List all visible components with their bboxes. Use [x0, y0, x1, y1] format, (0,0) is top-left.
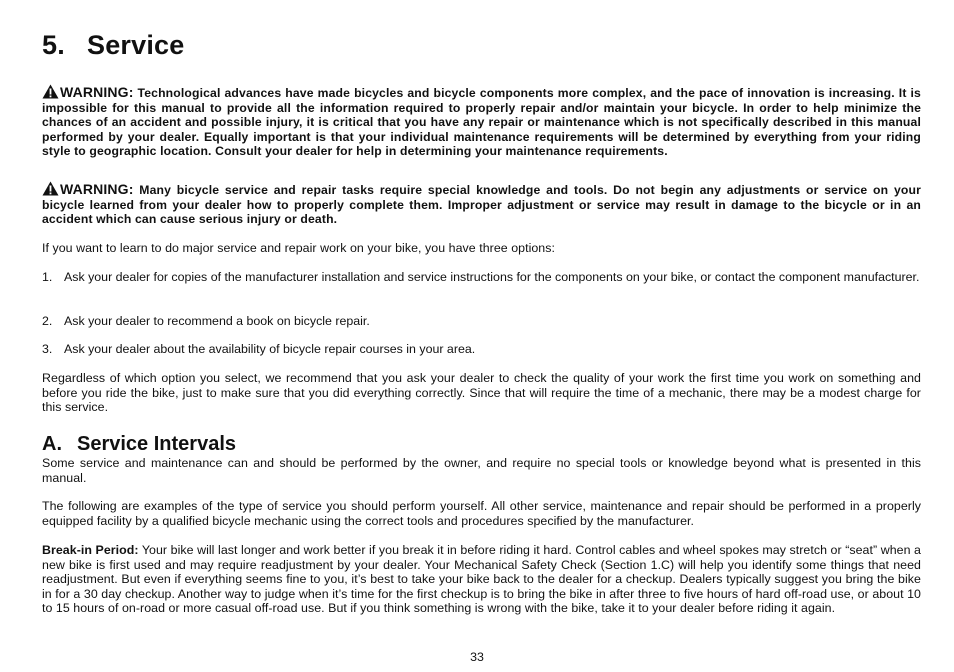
section-title-text: Service: [87, 30, 185, 60]
subsection-letter: A.: [42, 433, 62, 455]
intro-paragraph: If you want to learn to do major service and repair work on your bike, you have three options:: [42, 241, 555, 255]
warning-text-2: Many bicycle service and repair tasks require special knowledge and tools. Do not begin any adjustments or service on your bicycle learned from your dealer how to properly complete them. Improper adjustment or service may result in damage to the bicycle or in an accident which can cause serious injury or death.: [42, 183, 922, 227]
list-number: 3.: [42, 342, 53, 356]
warning-label-text: WARNING:: [60, 84, 134, 100]
list-text: Ask your dealer about the availability of bicycle repair courses in your area.: [64, 342, 476, 356]
breakin-text: Your bike will last longer and work better if you break it in before riding it hard. Control cables and wheel spokes may stretch or “seat” when a new bike is first used and may require readjustment by your dealer. Your Mechanical Safety Check (Section 1.C) will help you identify some things that need readjustment. But even if everything seems fine to you, it’s best to take your bike back to the dealer for a checkup. Dealers typically suggest you bring the bike in for a 30 day checkup. Another way to judge when it’s time for the first checkup is to bring the bike in after three to five hours of hard off-road use, or about 10 to 15 hours of on-road or more casual off-road use. But if you think something is wrong with the bike, take it to your dealer before riding it again.: [42, 543, 921, 616]
subsection-title-text: Service Intervals: [77, 433, 236, 455]
warning-label: [42, 84, 134, 100]
list-number: 2.: [42, 314, 53, 328]
warning-text-1: Technological advances have made bicycles and bicycle components more complex, and the pace of innovation is increasing. It is impossible for this manual to provide all the information required to properly repair and/or maintain your bicycle. In order to help minimize the chances of an accident and possible injury, it is critical that you have any repair or maintenance which is not specifically described in this manual performed by your dealer. Equally important is that your individual maintenance requirements will be determined by everything from your riding style to geographic location. Consult your dealer for help in determining your maintenance requirements.: [42, 86, 921, 159]
warning-triangle-icon: [42, 181, 59, 196]
list-text: Ask your dealer to recommend a book on bicycle repair.: [64, 314, 370, 328]
warning-block-1: [42, 84, 921, 159]
list-text: Ask your dealer for copies of the manufacturer installation and service instructions for the components on your bike, or contact the component manufacturer.: [64, 270, 920, 284]
warning-triangle-icon: [42, 84, 59, 99]
section-title: [42, 30, 184, 61]
list-number: 1.: [42, 270, 53, 284]
warning-label-text: WARNING:: [60, 181, 134, 197]
intervals-paragraph-1: Some service and maintenance can and should be performed by the owner, and require no special tools or knowledge beyond what is presented in this manual.: [42, 456, 921, 485]
regardless-paragraph: Regardless of which option you select, we recommend that you ask your dealer to check the quality of your work the first time you work on something and before you ride the bike, just to make sure that you did everything correctly. Since that will require the time of a mechanic, there may be a modest charge for this service.: [42, 371, 921, 415]
breakin-paragraph: [42, 543, 921, 616]
list-item: [42, 270, 921, 285]
list-item: [42, 314, 921, 329]
breakin-label: Break-in Period:: [42, 543, 139, 557]
warning-label: [42, 181, 134, 197]
list-item: [42, 342, 921, 357]
section-number: 5.: [42, 30, 65, 60]
warning-block-2: [42, 181, 921, 227]
subsection-title: [42, 433, 236, 456]
intervals-paragraph-2: The following are examples of the type of service you should perform yourself. All other service, maintenance and repair should be performed in a properly equipped facility by a qualified bicycle mechanic using the correct tools and procedures specified by the manufacturer.: [42, 499, 921, 528]
page-number: 33: [470, 650, 484, 664]
